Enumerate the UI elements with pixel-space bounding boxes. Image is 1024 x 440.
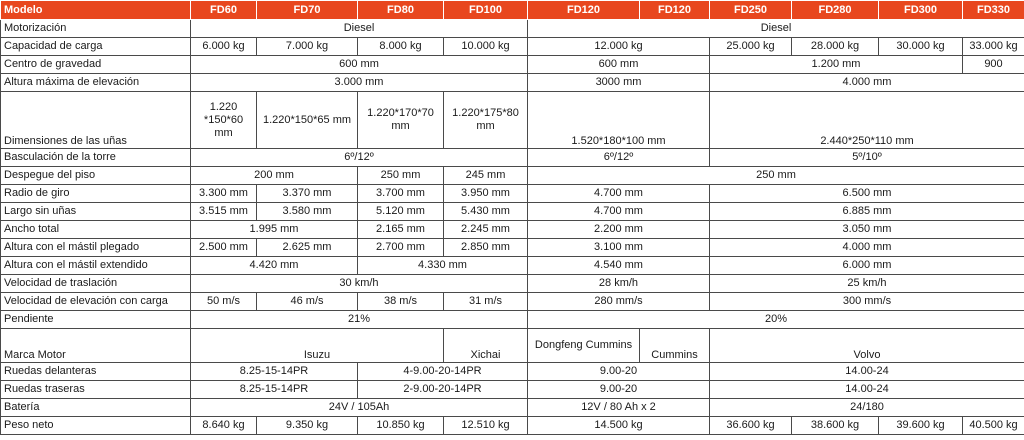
row-label: Centro de gravedad bbox=[1, 56, 191, 74]
table-cell: 2.700 mm bbox=[358, 239, 444, 257]
table-row bbox=[1, 185, 1024, 203]
table-row bbox=[1, 74, 1024, 92]
table-row bbox=[1, 399, 1024, 417]
table-row bbox=[1, 149, 1024, 167]
table-row bbox=[1, 221, 1024, 239]
table-cell: 1.200 mm bbox=[710, 56, 963, 74]
table-cell: 4.000 mm bbox=[710, 239, 1024, 257]
table-cell: 7.000 kg bbox=[257, 38, 358, 56]
table-row bbox=[1, 381, 1024, 399]
model-header: FD80 bbox=[358, 1, 444, 20]
table-row bbox=[1, 363, 1024, 381]
table-cell: 3.300 mm bbox=[191, 185, 257, 203]
table-cell: 6º/12º bbox=[191, 149, 528, 167]
table-cell: 25.000 kg bbox=[710, 38, 792, 56]
table-cell: 6.885 mm bbox=[710, 203, 1024, 221]
row-label: Capacidad de carga bbox=[1, 38, 191, 56]
table-cell: 4.700 mm bbox=[528, 203, 710, 221]
table-cell: 1.220 *150*60 mm bbox=[191, 92, 257, 149]
table-row bbox=[1, 275, 1024, 293]
row-label: Largo sin uñas bbox=[1, 203, 191, 221]
table-cell: Cummins bbox=[640, 329, 710, 363]
table-cell: 2-9.00-20-14PR bbox=[358, 381, 528, 399]
row-label: Despegue del piso bbox=[1, 167, 191, 185]
table-cell: 250 mm bbox=[528, 167, 1024, 185]
table-cell: 25 km/h bbox=[710, 275, 1024, 293]
table-cell: 3.370 mm bbox=[257, 185, 358, 203]
table-cell: 280 mm/s bbox=[528, 293, 710, 311]
table-cell: 8.640 kg bbox=[191, 417, 257, 435]
row-label: Velocidad de traslación bbox=[1, 275, 191, 293]
table-cell: 5º/10º bbox=[710, 149, 1024, 167]
table-cell: 9.00-20 bbox=[528, 381, 710, 399]
table-cell: 250 mm bbox=[358, 167, 444, 185]
table-row bbox=[1, 56, 1024, 74]
table-cell: 1.520*180*100 mm bbox=[528, 92, 710, 149]
model-header: FD70 bbox=[257, 1, 358, 20]
table-cell: 46 m/s bbox=[257, 293, 358, 311]
table-cell: 40.500 kg bbox=[963, 417, 1024, 435]
row-label: Altura con el mástil plegado bbox=[1, 239, 191, 257]
table-cell: 12.000 kg bbox=[528, 38, 710, 56]
table-cell: 3000 mm bbox=[528, 74, 710, 92]
table-cell: 300 mm/s bbox=[710, 293, 1024, 311]
row-label: Basculación de la torre bbox=[1, 149, 191, 167]
table-cell: 3.050 mm bbox=[710, 221, 1024, 239]
row-label: Dimensiones de las uñas bbox=[1, 92, 191, 149]
table-cell: 2.500 mm bbox=[191, 239, 257, 257]
header-label: Modelo bbox=[1, 1, 191, 20]
table-cell: 30 km/h bbox=[191, 275, 528, 293]
table-cell: 4-9.00-20-14PR bbox=[358, 363, 528, 381]
table-row bbox=[1, 329, 1024, 363]
table-cell: 33.000 kg bbox=[963, 38, 1024, 56]
table-cell: 3.700 mm bbox=[358, 185, 444, 203]
table-cell: Xichai bbox=[444, 329, 528, 363]
row-label: Ruedas delanteras bbox=[1, 363, 191, 381]
table-cell: 14.500 kg bbox=[528, 417, 710, 435]
table-row bbox=[1, 239, 1024, 257]
table-cell: 2.245 mm bbox=[444, 221, 528, 239]
table-cell: 21% bbox=[191, 311, 528, 329]
table-cell: 8.000 kg bbox=[358, 38, 444, 56]
table-cell: 9.00-20 bbox=[528, 363, 710, 381]
table-cell: Diesel bbox=[191, 20, 528, 38]
table-cell: 2.165 mm bbox=[358, 221, 444, 239]
table-cell: 8.25-15-14PR bbox=[191, 363, 358, 381]
table-cell: 10.850 kg bbox=[358, 417, 444, 435]
table-cell: 28 km/h bbox=[528, 275, 710, 293]
table-row bbox=[1, 293, 1024, 311]
table-cell: 1.220*175*80 mm bbox=[444, 92, 528, 149]
row-label: Ancho total bbox=[1, 221, 191, 239]
table-cell: 39.600 kg bbox=[879, 417, 963, 435]
table-cell: 5.430 mm bbox=[444, 203, 528, 221]
table-row bbox=[1, 257, 1024, 275]
table-cell: 24V / 105Ah bbox=[191, 399, 528, 417]
table-cell: 3.000 mm bbox=[191, 74, 528, 92]
table-cell: 31 m/s bbox=[444, 293, 528, 311]
table-row bbox=[1, 92, 1024, 149]
row-label: Peso neto bbox=[1, 417, 191, 435]
row-label: Ruedas traseras bbox=[1, 381, 191, 399]
table-cell: 5.120 mm bbox=[358, 203, 444, 221]
row-label: Radio de giro bbox=[1, 185, 191, 203]
model-header: FD330 bbox=[963, 1, 1024, 20]
table-cell: 245 mm bbox=[444, 167, 528, 185]
table-cell: 38.600 kg bbox=[792, 417, 879, 435]
table-cell: 36.600 kg bbox=[710, 417, 792, 435]
model-header: FD120 bbox=[528, 1, 640, 20]
table-cell: 6.000 kg bbox=[191, 38, 257, 56]
table-cell: 14.00-24 bbox=[710, 363, 1024, 381]
table-cell: 28.000 kg bbox=[792, 38, 879, 56]
table-cell: 4.000 mm bbox=[710, 74, 1024, 92]
table-cell: Volvo bbox=[710, 329, 1024, 363]
table-cell: 900 bbox=[963, 56, 1024, 74]
table-cell: 1.220*170*70 mm bbox=[358, 92, 444, 149]
table-cell: 2.850 mm bbox=[444, 239, 528, 257]
table-cell: 6.500 mm bbox=[710, 185, 1024, 203]
table-cell: 9.350 kg bbox=[257, 417, 358, 435]
table-row bbox=[1, 38, 1024, 56]
table-cell: 8.25-15-14PR bbox=[191, 381, 358, 399]
model-header: FD100 bbox=[444, 1, 528, 20]
table-cell: 4.540 mm bbox=[528, 257, 710, 275]
table-cell: 24/180 bbox=[710, 399, 1024, 417]
row-label: Velocidad de elevación con carga bbox=[1, 293, 191, 311]
model-header: FD250 bbox=[710, 1, 792, 20]
model-header: FD60 bbox=[191, 1, 257, 20]
table-cell: 3.580 mm bbox=[257, 203, 358, 221]
row-label: Marca Motor bbox=[1, 329, 191, 363]
model-header: FD300 bbox=[879, 1, 963, 20]
table-cell: 38 m/s bbox=[358, 293, 444, 311]
model-header: FD120 bbox=[640, 1, 710, 20]
table-cell: Dongfeng Cummins bbox=[528, 329, 640, 363]
table-cell: 2.440*250*110 mm bbox=[710, 92, 1024, 149]
row-label: Batería bbox=[1, 399, 191, 417]
table-row bbox=[1, 417, 1024, 435]
table-cell: 1.995 mm bbox=[191, 221, 358, 239]
row-label: Altura máxima de elevación bbox=[1, 74, 191, 92]
table-cell: 30.000 kg bbox=[879, 38, 963, 56]
row-label: Pendiente bbox=[1, 311, 191, 329]
row-label: Altura con el mástil extendido bbox=[1, 257, 191, 275]
table-cell: 12.510 kg bbox=[444, 417, 528, 435]
table-cell: Isuzu bbox=[191, 329, 444, 363]
table-cell: 4.420 mm bbox=[191, 257, 358, 275]
table-cell: 6.000 mm bbox=[710, 257, 1024, 275]
table-cell: 20% bbox=[528, 311, 1024, 329]
table-cell: 4.330 mm bbox=[358, 257, 528, 275]
table-row bbox=[1, 167, 1024, 185]
table-cell: 3.515 mm bbox=[191, 203, 257, 221]
model-header: FD280 bbox=[792, 1, 879, 20]
row-label: Motorización bbox=[1, 20, 191, 38]
table-cell: 200 mm bbox=[191, 167, 358, 185]
table-cell: 10.000 kg bbox=[444, 38, 528, 56]
table-row bbox=[1, 311, 1024, 329]
table-cell: 12V / 80 Ah x 2 bbox=[528, 399, 710, 417]
table-row bbox=[1, 203, 1024, 221]
table-cell: 6º/12º bbox=[528, 149, 710, 167]
table-cell: 1.220*150*65 mm bbox=[257, 92, 358, 149]
table-cell: 4.700 mm bbox=[528, 185, 710, 203]
table-cell: 3.100 mm bbox=[528, 239, 710, 257]
table-cell: 14.00-24 bbox=[710, 381, 1024, 399]
table-cell: 600 mm bbox=[528, 56, 710, 74]
table-cell: 2.200 mm bbox=[528, 221, 710, 239]
table-row bbox=[1, 20, 1024, 38]
table-cell: 3.950 mm bbox=[444, 185, 528, 203]
table-cell: 2.625 mm bbox=[257, 239, 358, 257]
table-cell: 50 m/s bbox=[191, 293, 257, 311]
table-cell: 600 mm bbox=[191, 56, 528, 74]
table-cell: Diesel bbox=[528, 20, 1024, 38]
header-row bbox=[1, 1, 1024, 20]
